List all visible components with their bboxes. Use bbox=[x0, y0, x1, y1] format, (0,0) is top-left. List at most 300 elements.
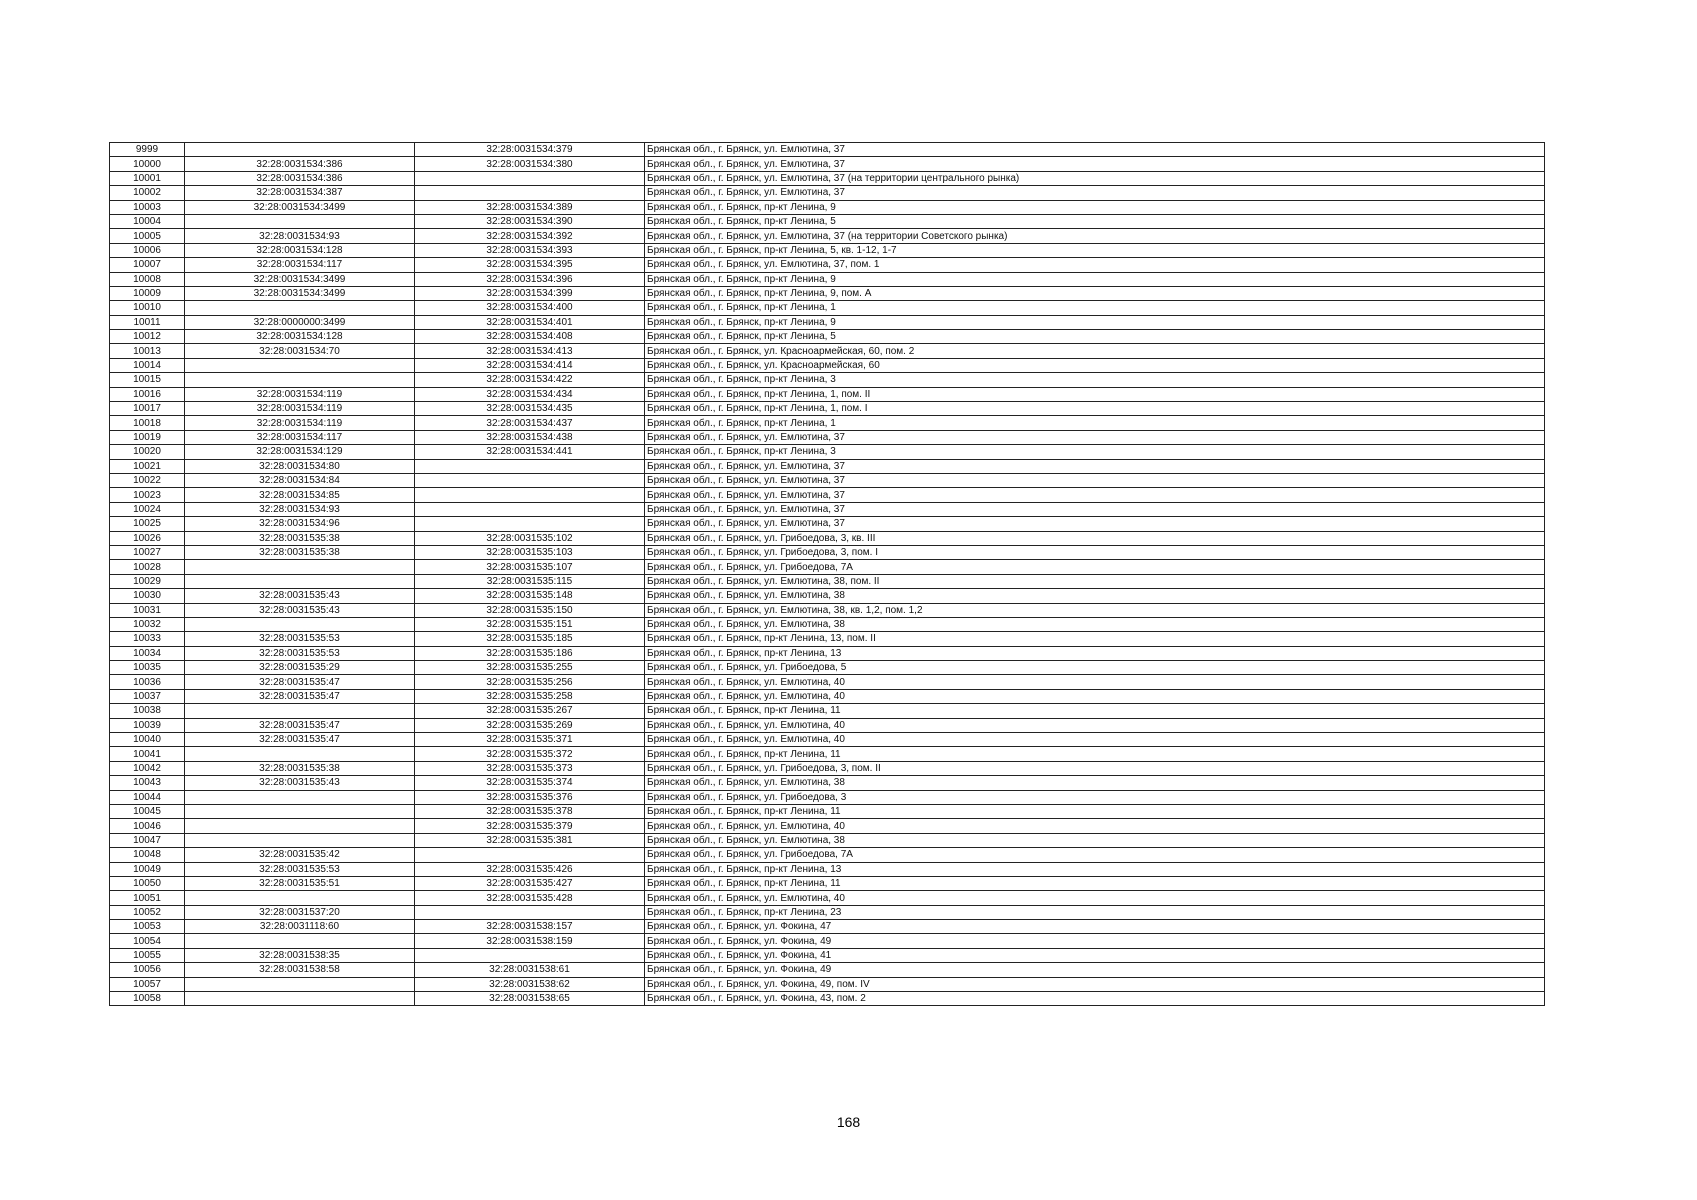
table-row bbox=[110, 747, 1545, 761]
table-row bbox=[110, 876, 1545, 890]
address-cell: Брянская обл., г. Брянск, ул. Емлютина, 38 bbox=[645, 617, 1545, 631]
row-number-cell: 10002 bbox=[110, 186, 185, 200]
parent-cadastral-number-cell: 32:28:0031534:119 bbox=[185, 402, 415, 416]
table-row bbox=[110, 704, 1545, 718]
table-row bbox=[110, 833, 1545, 847]
table-row bbox=[110, 920, 1545, 934]
row-number-cell: 10011 bbox=[110, 315, 185, 329]
row-number-cell: 10058 bbox=[110, 992, 185, 1006]
row-number-cell: 10030 bbox=[110, 589, 185, 603]
row-number-cell: 10023 bbox=[110, 488, 185, 502]
parent-cadastral-number-cell: 32:28:0031534:3499 bbox=[185, 286, 415, 300]
parent-cadastral-number-cell bbox=[185, 934, 415, 948]
cadastral-number-cell: 32:28:0031538:65 bbox=[415, 992, 645, 1006]
table-row bbox=[110, 718, 1545, 732]
table-row bbox=[110, 186, 1545, 200]
cadastral-number-cell: 32:28:0031535:185 bbox=[415, 632, 645, 646]
cadastral-number-cell: 32:28:0031535:148 bbox=[415, 589, 645, 603]
parent-cadastral-number-cell: 32:28:0000000:3499 bbox=[185, 315, 415, 329]
parent-cadastral-number-cell bbox=[185, 617, 415, 631]
table-row bbox=[110, 517, 1545, 531]
address-cell: Брянская обл., г. Брянск, ул. Емлютина, 37 bbox=[645, 502, 1545, 516]
row-number-cell: 10044 bbox=[110, 790, 185, 804]
address-cell: Брянская обл., г. Брянск, ул. Емлютина, 38 bbox=[645, 833, 1545, 847]
parent-cadastral-number-cell bbox=[185, 143, 415, 157]
table-row bbox=[110, 545, 1545, 559]
row-number-cell: 10035 bbox=[110, 661, 185, 675]
row-number-cell: 10029 bbox=[110, 574, 185, 588]
address-cell: Брянская обл., г. Брянск, ул. Грибоедова, 3, пом. I bbox=[645, 545, 1545, 559]
parent-cadastral-number-cell: 32:28:0031534:119 bbox=[185, 416, 415, 430]
cadastral-number-cell: 32:28:0031535:151 bbox=[415, 617, 645, 631]
cadastral-number-cell: 32:28:0031534:393 bbox=[415, 243, 645, 257]
cadastral-number-cell: 32:28:0031535:428 bbox=[415, 891, 645, 905]
parent-cadastral-number-cell: 32:28:0031534:93 bbox=[185, 229, 415, 243]
table-row bbox=[110, 272, 1545, 286]
table-row bbox=[110, 531, 1545, 545]
cadastral-number-cell: 32:28:0031538:61 bbox=[415, 963, 645, 977]
cadastral-number-cell bbox=[415, 171, 645, 185]
row-number-cell: 10009 bbox=[110, 286, 185, 300]
parent-cadastral-number-cell: 32:28:0031535:38 bbox=[185, 531, 415, 545]
parent-cadastral-number-cell: 32:28:0031534:119 bbox=[185, 387, 415, 401]
row-number-cell: 10001 bbox=[110, 171, 185, 185]
table-row bbox=[110, 977, 1545, 991]
parent-cadastral-number-cell: 32:28:0031535:53 bbox=[185, 862, 415, 876]
parent-cadastral-number-cell: 32:28:0031535:38 bbox=[185, 545, 415, 559]
address-cell: Брянская обл., г. Брянск, ул. Фокина, 43, пом. 2 bbox=[645, 992, 1545, 1006]
table-row bbox=[110, 632, 1545, 646]
table-row bbox=[110, 445, 1545, 459]
cadastral-number-cell: 32:28:0031534:441 bbox=[415, 445, 645, 459]
address-cell: Брянская обл., г. Брянск, ул. Емлютина, 40 bbox=[645, 718, 1545, 732]
cadastral-number-cell bbox=[415, 502, 645, 516]
parent-cadastral-number-cell: 32:28:0031535:29 bbox=[185, 661, 415, 675]
cadastral-number-cell: 32:28:0031538:159 bbox=[415, 934, 645, 948]
row-number-cell: 10020 bbox=[110, 445, 185, 459]
table-row bbox=[110, 574, 1545, 588]
parent-cadastral-number-cell: 32:28:0031534:117 bbox=[185, 430, 415, 444]
address-cell: Брянская обл., г. Брянск, пр-кт Ленина, 5 bbox=[645, 214, 1545, 228]
address-cell: Брянская обл., г. Брянск, пр-кт Ленина, 9 bbox=[645, 315, 1545, 329]
address-cell: Брянская обл., г. Брянск, ул. Грибоедова, 7А bbox=[645, 848, 1545, 862]
cadastral-number-cell: 32:28:0031534:408 bbox=[415, 330, 645, 344]
table-row bbox=[110, 143, 1545, 157]
cadastral-number-cell: 32:28:0031535:372 bbox=[415, 747, 645, 761]
cadastral-number-cell: 32:28:0031535:381 bbox=[415, 833, 645, 847]
address-cell: Брянская обл., г. Брянск, ул. Емлютина, 38, кв. 1,2, пом. 1,2 bbox=[645, 603, 1545, 617]
address-cell: Брянская обл., г. Брянск, пр-кт Ленина, 3 bbox=[645, 373, 1545, 387]
address-cell: Брянская обл., г. Брянск, ул. Емлютина, 37 bbox=[645, 459, 1545, 473]
row-number-cell: 10055 bbox=[110, 948, 185, 962]
cadastral-number-cell: 32:28:0031535:373 bbox=[415, 761, 645, 775]
table-row bbox=[110, 402, 1545, 416]
address-cell: Брянская обл., г. Брянск, пр-кт Ленина, 5 bbox=[645, 330, 1545, 344]
parent-cadastral-number-cell: 32:28:0031535:51 bbox=[185, 876, 415, 890]
address-cell: Брянская обл., г. Брянск, ул. Красноармейская, 60 bbox=[645, 358, 1545, 372]
table-row bbox=[110, 761, 1545, 775]
address-cell: Брянская обл., г. Брянск, пр-кт Ленина, 9 bbox=[645, 200, 1545, 214]
row-number-cell: 10018 bbox=[110, 416, 185, 430]
cadastral-number-cell: 32:28:0031534:401 bbox=[415, 315, 645, 329]
table-row bbox=[110, 502, 1545, 516]
row-number-cell: 10008 bbox=[110, 272, 185, 286]
table-row bbox=[110, 243, 1545, 257]
row-number-cell: 10024 bbox=[110, 502, 185, 516]
table-row bbox=[110, 416, 1545, 430]
row-number-cell: 9999 bbox=[110, 143, 185, 157]
row-number-cell: 10050 bbox=[110, 876, 185, 890]
row-number-cell: 10016 bbox=[110, 387, 185, 401]
address-cell: Брянская обл., г. Брянск, пр-кт Ленина, 13 bbox=[645, 862, 1545, 876]
parent-cadastral-number-cell bbox=[185, 992, 415, 1006]
row-number-cell: 10045 bbox=[110, 804, 185, 818]
address-cell: Брянская обл., г. Брянск, пр-кт Ленина, 13, пом. II bbox=[645, 632, 1545, 646]
row-number-cell: 10049 bbox=[110, 862, 185, 876]
row-number-cell: 10034 bbox=[110, 646, 185, 660]
row-number-cell: 10021 bbox=[110, 459, 185, 473]
address-cell: Брянская обл., г. Брянск, ул. Емлютина, 40 bbox=[645, 819, 1545, 833]
table-row bbox=[110, 905, 1545, 919]
table-row bbox=[110, 358, 1545, 372]
cadastral-number-cell bbox=[415, 905, 645, 919]
parent-cadastral-number-cell bbox=[185, 819, 415, 833]
table-row bbox=[110, 301, 1545, 315]
parent-cadastral-number-cell: 32:28:0031535:47 bbox=[185, 733, 415, 747]
cadastral-number-cell: 32:28:0031534:399 bbox=[415, 286, 645, 300]
row-number-cell: 10046 bbox=[110, 819, 185, 833]
row-number-cell: 10043 bbox=[110, 776, 185, 790]
table-row bbox=[110, 603, 1545, 617]
cadastral-number-cell: 32:28:0031535:267 bbox=[415, 704, 645, 718]
parent-cadastral-number-cell bbox=[185, 891, 415, 905]
parent-cadastral-number-cell: 32:28:0031535:47 bbox=[185, 718, 415, 732]
address-cell: Брянская обл., г. Брянск, ул. Фокина, 49 bbox=[645, 934, 1545, 948]
table-row bbox=[110, 646, 1545, 660]
parent-cadastral-number-cell: 32:28:0031535:53 bbox=[185, 646, 415, 660]
table-row bbox=[110, 617, 1545, 631]
table-row bbox=[110, 589, 1545, 603]
address-cell: Брянская обл., г. Брянск, ул. Красноармейская, 60, пом. 2 bbox=[645, 344, 1545, 358]
address-cell: Брянская обл., г. Брянск, пр-кт Ленина, 11 bbox=[645, 747, 1545, 761]
cadastral-number-cell: 32:28:0031534:437 bbox=[415, 416, 645, 430]
address-cell: Брянская обл., г. Брянск, пр-кт Ленина, 1, пом. II bbox=[645, 387, 1545, 401]
table-row bbox=[110, 804, 1545, 818]
cadastral-number-cell bbox=[415, 517, 645, 531]
table-row bbox=[110, 258, 1545, 272]
parent-cadastral-number-cell: 32:28:0031534:129 bbox=[185, 445, 415, 459]
row-number-cell: 10007 bbox=[110, 258, 185, 272]
row-number-cell: 10027 bbox=[110, 545, 185, 559]
cadastral-number-cell: 32:28:0031534:380 bbox=[415, 157, 645, 171]
row-number-cell: 10005 bbox=[110, 229, 185, 243]
address-cell: Брянская обл., г. Брянск, ул. Фокина, 47 bbox=[645, 920, 1545, 934]
cadastral-number-cell: 32:28:0031535:186 bbox=[415, 646, 645, 660]
row-number-cell: 10006 bbox=[110, 243, 185, 257]
cadastral-number-cell bbox=[415, 488, 645, 502]
cadastral-number-cell: 32:28:0031534:396 bbox=[415, 272, 645, 286]
cadastral-number-cell: 32:28:0031535:107 bbox=[415, 560, 645, 574]
parent-cadastral-number-cell bbox=[185, 301, 415, 315]
page-number: 168 bbox=[836, 1114, 861, 1130]
address-cell: Брянская обл., г. Брянск, ул. Емлютина, 37 bbox=[645, 488, 1545, 502]
row-number-cell: 10048 bbox=[110, 848, 185, 862]
row-number-cell: 10022 bbox=[110, 473, 185, 487]
cadastral-number-cell bbox=[415, 948, 645, 962]
table-row bbox=[110, 229, 1545, 243]
row-number-cell: 10014 bbox=[110, 358, 185, 372]
cadastral-number-cell: 32:28:0031535:269 bbox=[415, 718, 645, 732]
table-row bbox=[110, 819, 1545, 833]
address-cell: Брянская обл., г. Брянск, пр-кт Ленина, 23 bbox=[645, 905, 1545, 919]
cadastral-number-cell: 32:28:0031534:434 bbox=[415, 387, 645, 401]
row-number-cell: 10032 bbox=[110, 617, 185, 631]
parent-cadastral-number-cell: 32:28:0031538:35 bbox=[185, 948, 415, 962]
row-number-cell: 10036 bbox=[110, 675, 185, 689]
address-cell: Брянская обл., г. Брянск, ул. Емлютина, 37 bbox=[645, 517, 1545, 531]
cadastral-number-cell: 32:28:0031534:414 bbox=[415, 358, 645, 372]
address-cell: Брянская обл., г. Брянск, пр-кт Ленина, 11 bbox=[645, 704, 1545, 718]
table-row bbox=[110, 891, 1545, 905]
table-row bbox=[110, 157, 1545, 171]
address-cell: Брянская обл., г. Брянск, ул. Емлютина, 38 bbox=[645, 589, 1545, 603]
address-cell: Брянская обл., г. Брянск, ул. Емлютина, 37 (на территории Советского рынка) bbox=[645, 229, 1545, 243]
table-body bbox=[110, 143, 1545, 1006]
parent-cadastral-number-cell: 32:28:0031535:42 bbox=[185, 848, 415, 862]
parent-cadastral-number-cell: 32:28:0031535:43 bbox=[185, 776, 415, 790]
table-row bbox=[110, 344, 1545, 358]
cadastral-number-cell: 32:28:0031534:389 bbox=[415, 200, 645, 214]
address-cell: Брянская обл., г. Брянск, пр-кт Ленина, 9, пом. А bbox=[645, 286, 1545, 300]
table-row bbox=[110, 459, 1545, 473]
row-number-cell: 10057 bbox=[110, 977, 185, 991]
row-number-cell: 10041 bbox=[110, 747, 185, 761]
address-cell: Брянская обл., г. Брянск, ул. Емлютина, 40 bbox=[645, 675, 1545, 689]
address-cell: Брянская обл., г. Брянск, ул. Емлютина, 37 bbox=[645, 157, 1545, 171]
cadastral-number-cell: 32:28:0031535:371 bbox=[415, 733, 645, 747]
address-cell: Брянская обл., г. Брянск, ул. Емлютина, 37 bbox=[645, 186, 1545, 200]
parent-cadastral-number-cell bbox=[185, 790, 415, 804]
parent-cadastral-number-cell: 32:28:0031534:96 bbox=[185, 517, 415, 531]
table-row bbox=[110, 330, 1545, 344]
row-number-cell: 10026 bbox=[110, 531, 185, 545]
parent-cadastral-number-cell bbox=[185, 574, 415, 588]
row-number-cell: 10047 bbox=[110, 833, 185, 847]
cadastral-number-cell: 32:28:0031535:427 bbox=[415, 876, 645, 890]
row-number-cell: 10003 bbox=[110, 200, 185, 214]
address-cell: Брянская обл., г. Брянск, ул. Грибоедова, 3 bbox=[645, 790, 1545, 804]
address-cell: Брянская обл., г. Брянск, пр-кт Ленина, 1 bbox=[645, 416, 1545, 430]
address-cell: Брянская обл., г. Брянск, пр-кт Ленина, 1 bbox=[645, 301, 1545, 315]
parent-cadastral-number-cell: 32:28:0031118:60 bbox=[185, 920, 415, 934]
cadastral-number-cell: 32:28:0031535:426 bbox=[415, 862, 645, 876]
address-cell: Брянская обл., г. Брянск, ул. Емлютина, 37 (на территории центрального рынка) bbox=[645, 171, 1545, 185]
cadastral-number-cell: 32:28:0031535:150 bbox=[415, 603, 645, 617]
row-number-cell: 10051 bbox=[110, 891, 185, 905]
parent-cadastral-number-cell: 32:28:0031534:80 bbox=[185, 459, 415, 473]
row-number-cell: 10033 bbox=[110, 632, 185, 646]
row-number-cell: 10040 bbox=[110, 733, 185, 747]
cadastral-number-cell bbox=[415, 848, 645, 862]
parent-cadastral-number-cell: 32:28:0031534:387 bbox=[185, 186, 415, 200]
row-number-cell: 10012 bbox=[110, 330, 185, 344]
cadastral-number-cell: 32:28:0031534:379 bbox=[415, 143, 645, 157]
parent-cadastral-number-cell: 32:28:0031534:386 bbox=[185, 171, 415, 185]
address-cell: Брянская обл., г. Брянск, ул. Фокина, 49, пом. IV bbox=[645, 977, 1545, 991]
table-row bbox=[110, 387, 1545, 401]
parent-cadastral-number-cell: 32:28:0031534:386 bbox=[185, 157, 415, 171]
row-number-cell: 10042 bbox=[110, 761, 185, 775]
parent-cadastral-number-cell: 32:28:0031535:43 bbox=[185, 589, 415, 603]
row-number-cell: 10013 bbox=[110, 344, 185, 358]
cadastral-number-cell: 32:28:0031535:115 bbox=[415, 574, 645, 588]
cadastral-number-cell: 32:28:0031535:102 bbox=[415, 531, 645, 545]
address-cell: Брянская обл., г. Брянск, ул. Фокина, 49 bbox=[645, 963, 1545, 977]
cadastral-number-cell: 32:28:0031534:392 bbox=[415, 229, 645, 243]
address-cell: Брянская обл., г. Брянск, ул. Емлютина, 37 bbox=[645, 143, 1545, 157]
parent-cadastral-number-cell: 32:28:0031534:84 bbox=[185, 473, 415, 487]
parent-cadastral-number-cell: 32:28:0031534:85 bbox=[185, 488, 415, 502]
parent-cadastral-number-cell: 32:28:0031534:93 bbox=[185, 502, 415, 516]
table-row bbox=[110, 488, 1545, 502]
parent-cadastral-number-cell bbox=[185, 804, 415, 818]
parent-cadastral-number-cell: 32:28:0031537:20 bbox=[185, 905, 415, 919]
parent-cadastral-number-cell: 32:28:0031535:43 bbox=[185, 603, 415, 617]
row-number-cell: 10017 bbox=[110, 402, 185, 416]
row-number-cell: 10056 bbox=[110, 963, 185, 977]
row-number-cell: 10038 bbox=[110, 704, 185, 718]
cadastral-number-cell: 32:28:0031535:378 bbox=[415, 804, 645, 818]
cadastral-number-cell: 32:28:0031534:413 bbox=[415, 344, 645, 358]
row-number-cell: 10039 bbox=[110, 718, 185, 732]
cadastral-number-cell: 32:28:0031538:62 bbox=[415, 977, 645, 991]
row-number-cell: 10019 bbox=[110, 430, 185, 444]
cadastral-number-cell: 32:28:0031538:157 bbox=[415, 920, 645, 934]
row-number-cell: 10053 bbox=[110, 920, 185, 934]
table-row bbox=[110, 560, 1545, 574]
parent-cadastral-number-cell: 32:28:0031535:53 bbox=[185, 632, 415, 646]
row-number-cell: 10025 bbox=[110, 517, 185, 531]
parent-cadastral-number-cell bbox=[185, 560, 415, 574]
address-cell: Брянская обл., г. Брянск, ул. Грибоедова, 3, пом. II bbox=[645, 761, 1545, 775]
row-number-cell: 10000 bbox=[110, 157, 185, 171]
parent-cadastral-number-cell: 32:28:0031534:3499 bbox=[185, 272, 415, 286]
address-cell: Брянская обл., г. Брянск, пр-кт Ленина, 3 bbox=[645, 445, 1545, 459]
row-number-cell: 10052 bbox=[110, 905, 185, 919]
parent-cadastral-number-cell: 32:28:0031535:47 bbox=[185, 689, 415, 703]
parent-cadastral-number-cell: 32:28:0031535:47 bbox=[185, 675, 415, 689]
address-cell: Брянская обл., г. Брянск, пр-кт Ленина, 5, кв. 1-12, 1-7 bbox=[645, 243, 1545, 257]
cadastral-number-cell bbox=[415, 459, 645, 473]
table-row bbox=[110, 675, 1545, 689]
parent-cadastral-number-cell: 32:28:0031534:70 bbox=[185, 344, 415, 358]
table-row bbox=[110, 689, 1545, 703]
parent-cadastral-number-cell bbox=[185, 214, 415, 228]
cadastral-number-cell: 32:28:0031534:390 bbox=[415, 214, 645, 228]
cadastral-number-cell: 32:28:0031535:255 bbox=[415, 661, 645, 675]
cadastral-number-cell: 32:28:0031535:374 bbox=[415, 776, 645, 790]
address-cell: Брянская обл., г. Брянск, ул. Емлютина, 37 bbox=[645, 430, 1545, 444]
table-row bbox=[110, 315, 1545, 329]
row-number-cell: 10028 bbox=[110, 560, 185, 574]
address-cell: Брянская обл., г. Брянск, ул. Грибоедова, 7А bbox=[645, 560, 1545, 574]
parent-cadastral-number-cell: 32:28:0031538:58 bbox=[185, 963, 415, 977]
table-row bbox=[110, 373, 1545, 387]
parent-cadastral-number-cell bbox=[185, 977, 415, 991]
cadastral-number-cell: 32:28:0031534:438 bbox=[415, 430, 645, 444]
table-row bbox=[110, 776, 1545, 790]
address-cell: Брянская обл., г. Брянск, ул. Емлютина, 40 bbox=[645, 689, 1545, 703]
table-row bbox=[110, 948, 1545, 962]
table-row bbox=[110, 214, 1545, 228]
parent-cadastral-number-cell bbox=[185, 358, 415, 372]
address-cell: Брянская обл., г. Брянск, ул. Емлютина, 38 bbox=[645, 776, 1545, 790]
cadastral-number-cell: 32:28:0031534:422 bbox=[415, 373, 645, 387]
table-row bbox=[110, 733, 1545, 747]
table-row bbox=[110, 790, 1545, 804]
cadastral-number-cell: 32:28:0031535:258 bbox=[415, 689, 645, 703]
row-number-cell: 10015 bbox=[110, 373, 185, 387]
cadastral-number-cell: 32:28:0031534:435 bbox=[415, 402, 645, 416]
row-number-cell: 10054 bbox=[110, 934, 185, 948]
table-row bbox=[110, 661, 1545, 675]
parent-cadastral-number-cell: 32:28:0031534:128 bbox=[185, 330, 415, 344]
address-cell: Брянская обл., г. Брянск, ул. Грибоедова, 3, кв. III bbox=[645, 531, 1545, 545]
cadastral-number-cell: 32:28:0031534:400 bbox=[415, 301, 645, 315]
parent-cadastral-number-cell: 32:28:0031534:128 bbox=[185, 243, 415, 257]
table-row bbox=[110, 430, 1545, 444]
parent-cadastral-number-cell bbox=[185, 704, 415, 718]
parent-cadastral-number-cell: 32:28:0031534:3499 bbox=[185, 200, 415, 214]
address-cell: Брянская обл., г. Брянск, ул. Грибоедова, 5 bbox=[645, 661, 1545, 675]
table-row bbox=[110, 862, 1545, 876]
parent-cadastral-number-cell bbox=[185, 833, 415, 847]
address-cell: Брянская обл., г. Брянск, пр-кт Ленина, 11 bbox=[645, 876, 1545, 890]
cadastral-number-cell: 32:28:0031535:376 bbox=[415, 790, 645, 804]
table-row bbox=[110, 963, 1545, 977]
row-number-cell: 10004 bbox=[110, 214, 185, 228]
parent-cadastral-number-cell bbox=[185, 373, 415, 387]
table-row bbox=[110, 200, 1545, 214]
cadastral-number-cell: 32:28:0031534:395 bbox=[415, 258, 645, 272]
table-row bbox=[110, 992, 1545, 1006]
address-cell: Брянская обл., г. Брянск, пр-кт Ленина, 9 bbox=[645, 272, 1545, 286]
parent-cadastral-number-cell bbox=[185, 747, 415, 761]
address-cell: Брянская обл., г. Брянск, пр-кт Ленина, 11 bbox=[645, 804, 1545, 818]
table-row bbox=[110, 934, 1545, 948]
address-cell: Брянская обл., г. Брянск, ул. Емлютина, 37, пом. 1 bbox=[645, 258, 1545, 272]
cadastral-registry-table bbox=[109, 142, 1545, 1006]
address-cell: Брянская обл., г. Брянск, ул. Емлютина, 37 bbox=[645, 473, 1545, 487]
row-number-cell: 10010 bbox=[110, 301, 185, 315]
parent-cadastral-number-cell: 32:28:0031535:38 bbox=[185, 761, 415, 775]
table-row bbox=[110, 171, 1545, 185]
address-cell: Брянская обл., г. Брянск, пр-кт Ленина, 1, пом. I bbox=[645, 402, 1545, 416]
address-cell: Брянская обл., г. Брянск, пр-кт Ленина, 13 bbox=[645, 646, 1545, 660]
address-cell: Брянская обл., г. Брянск, ул. Емлютина, 40 bbox=[645, 733, 1545, 747]
address-cell: Брянская обл., г. Брянск, ул. Емлютина, 38, пом. II bbox=[645, 574, 1545, 588]
cadastral-number-cell: 32:28:0031535:379 bbox=[415, 819, 645, 833]
address-cell: Брянская обл., г. Брянск, ул. Емлютина, 40 bbox=[645, 891, 1545, 905]
address-cell: Брянская обл., г. Брянск, ул. Фокина, 41 bbox=[645, 948, 1545, 962]
parent-cadastral-number-cell: 32:28:0031534:117 bbox=[185, 258, 415, 272]
cadastral-number-cell bbox=[415, 186, 645, 200]
cadastral-number-cell: 32:28:0031535:256 bbox=[415, 675, 645, 689]
row-number-cell: 10037 bbox=[110, 689, 185, 703]
table-row bbox=[110, 286, 1545, 300]
row-number-cell: 10031 bbox=[110, 603, 185, 617]
cadastral-number-cell bbox=[415, 473, 645, 487]
